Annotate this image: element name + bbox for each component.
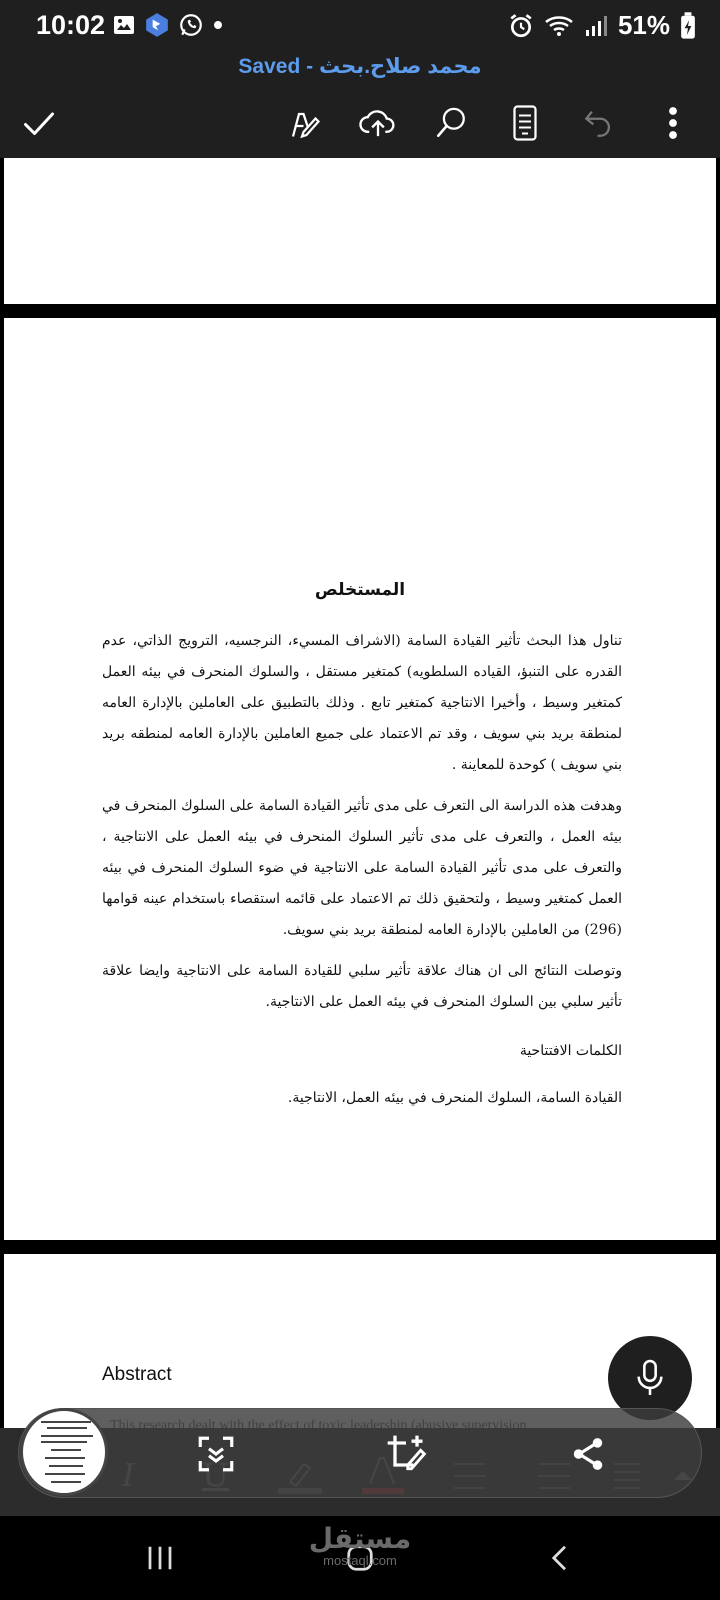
status-system-icons <box>508 10 696 41</box>
recents-button[interactable] <box>130 1536 190 1580</box>
mobile-view-icon <box>510 105 540 141</box>
cloud-upload-button[interactable] <box>355 100 401 146</box>
document-page-arabic-abstract[interactable] <box>4 318 716 1240</box>
english-abstract-title: Abstract <box>102 1364 172 1385</box>
keywords-title: الكلمات الافتتاحية <box>519 1043 622 1059</box>
status-bar <box>0 0 720 52</box>
battery-percent: 51% <box>617 10 670 40</box>
dot-icon <box>212 19 224 31</box>
draw-crop-button[interactable] <box>378 1426 434 1482</box>
edit-pen-icon <box>287 105 323 141</box>
battery-icon <box>680 12 696 40</box>
done-check-icon <box>21 105 57 141</box>
gallery-icon <box>112 13 136 37</box>
whatsapp-icon <box>178 12 204 38</box>
status-time: 10:02 <box>36 10 106 40</box>
arabic-paragraph-3: وتوصلت النتائج الى ان هناك علاقة تأثير سلبي للقيادة السامة على الانتاجية وايضا علاقة تأثير سلبي بين السلوك المنحرف في بيئه العمل على الانتاجية. <box>102 963 622 1010</box>
doc-title[interactable]: محمد صلاح.بحث - Saved <box>238 55 482 78</box>
signal-icon <box>584 13 608 39</box>
more-icon <box>667 105 679 141</box>
watermark-english: mostaql.com <box>323 1553 397 1568</box>
draw-crop-icon <box>384 1432 428 1476</box>
bing-icon <box>144 12 170 38</box>
scroll-capture-icon <box>195 1433 237 1475</box>
recents-icon <box>145 1543 175 1573</box>
back-icon <box>545 1543 575 1573</box>
more-options-button[interactable] <box>650 100 696 146</box>
undo-button[interactable] <box>576 100 622 146</box>
wifi-icon <box>544 13 574 39</box>
search-button[interactable] <box>428 100 474 146</box>
doc-title-bar <box>0 52 720 88</box>
document-page[interactable] <box>4 158 716 304</box>
system-nav-bar <box>0 1516 720 1600</box>
watermark <box>300 1524 420 1568</box>
watermark-arabic: مستقل <box>308 1522 412 1555</box>
arabic-paragraph-2: وهدفت هذه الدراسة الى التعرف على مدى تأثير القيادة السامة على السلوك المنحرف في بيئه العمل ، والتعرف على مدى تأثير السلوك المنحرف في بيئه العمل على الانتاجية ، والتعرف على مدى تأثير القيادة السامة على الانتاجية في ضوء السلوك المنحرف في بيئه العمل كمتغير وسيط ، ولتحقيق ذلك تم الاعتماد على قائمه استقصاء باستخدام عينه قوامها (296) من العاملين بالإدارة العامه لمنطقة بريد بني سويف. <box>102 798 622 938</box>
back-button[interactable] <box>530 1536 590 1580</box>
screenshot-thumbnail[interactable] <box>20 1408 108 1496</box>
done-button[interactable] <box>16 100 62 146</box>
cloud-upload-icon <box>359 105 397 141</box>
document-canvas[interactable] <box>0 158 720 1428</box>
edit-button[interactable] <box>282 100 328 146</box>
share-button[interactable] <box>560 1426 616 1482</box>
mobile-view-button[interactable] <box>502 100 548 146</box>
app-toolbar <box>0 88 720 158</box>
keywords-list: القيادة السامة، السلوك المنحرف في بيئه العمل، الانتاجية. <box>287 1090 622 1106</box>
scroll-capture-button[interactable] <box>188 1426 244 1482</box>
search-icon <box>434 106 468 140</box>
arabic-paragraph-1: تناول هذا البحث تأثير القيادة السامة (الاشراف المسيء، النرجسيه، الترويج الذاتي، عدم القدره على التنبؤ، القياده السلطويه) كمتغير مستقل ، والسلوك المنحرف في بيئه العمل كمتغير وسيط ، وأخيرا الانتاجية كمتغير تابع . وذلك بالتطبيق على العاملين بالإدارة العامه لمنطقة بريد بني سويف ، وقد تم الاعتماد على جميع العاملين بالإدارة العامه لمنطقه بريد بني سويف ) كوحدة للمعاينة . <box>102 633 622 773</box>
status-notification-icons <box>112 12 224 38</box>
alarm-icon <box>508 13 534 39</box>
share-icon <box>569 1434 607 1474</box>
arabic-abstract-body <box>102 626 622 1114</box>
microphone-icon <box>633 1358 667 1398</box>
arabic-abstract-title: المستخلص <box>314 580 406 600</box>
undo-icon <box>582 106 616 140</box>
document-page-english-abstract[interactable] <box>4 1254 716 1428</box>
